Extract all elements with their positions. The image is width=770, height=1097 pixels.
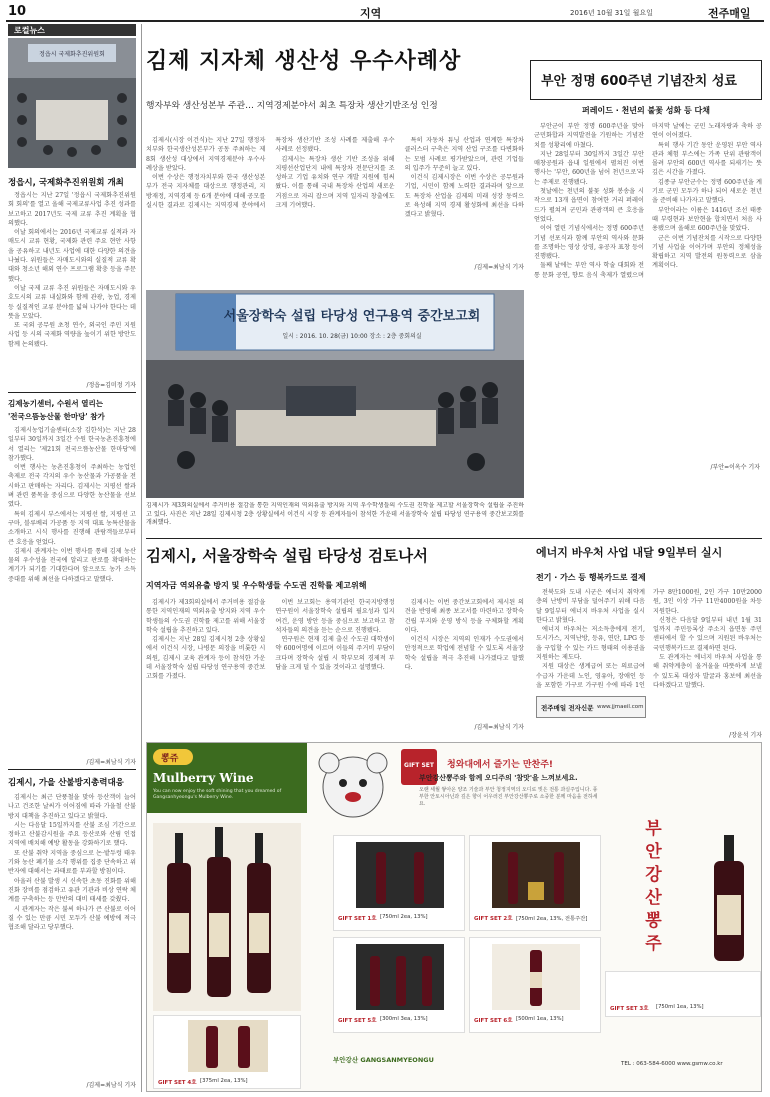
anniversary-para: 첫날에는 천년의 불꽃 성화 봉송을 시작으로 13개 읍면이 참여한 거리 퍼레이드가 펼쳐져 군민과 관광객의 큰 호응을 얻었다. bbox=[534, 188, 644, 223]
issue-date: 2016년 10월 31일 월요일 bbox=[570, 9, 653, 17]
seoul-para: 김제시는 지난 28일 김제시청 2층 상황실에서 이건식 시장, 나병문 의장을 비롯한 시의원, 김제시 교육 관계자 등이 참석한 가운데 서울장학숙 설립 타당성 연구용역 중간보고회를 가졌다. bbox=[146, 636, 266, 681]
gift-set-4-spec: [375ml 2ea, 13%] bbox=[200, 1078, 248, 1084]
gift-set-2 bbox=[469, 835, 601, 931]
left-divider-1 bbox=[8, 392, 136, 393]
wine-brand-title: Mulberry Wine bbox=[153, 771, 254, 785]
masthead bbox=[8, 4, 762, 20]
lead-para: 김제시는 특장차 생산 기반 조성을 위해 지평선산업단지 내에 특장차 전문단지를 조성하고 기업 유치와 연구 개발 지원에 힘써 왔다. 이를 통해 국내 특장차 산업의 새로운 거점으로 자리 잡으며 지역 일자리 창출에도 크게 기여했다. bbox=[275, 155, 395, 210]
lead-para: 김제시(시장 이건식)는 지난 27일 행정자치부와 한국생산성본부가 공동 주최하는 제8회 생산성 대상에서 지역경제분야 우수사례상을 받았다. bbox=[146, 137, 266, 172]
gift-set-3-spec: [750ml 1ea, 13%] bbox=[656, 1004, 704, 1010]
seoul-para: 이건식 시장은 지역의 인재가 수도권에서 안정적으로 학업에 전념할 수 있도록 서울장학숙 설립을 적극 추진해 나가겠다고 말했다. bbox=[404, 636, 524, 672]
anniversary-para: 특히 행사 기간 동안 운영된 부안 역사관과 체험 부스에는 가족 단위 관람객이 몰려 부안의 600년 역사를 되새기는 뜻깊은 시간을 가졌다. bbox=[652, 141, 762, 177]
wildfire-para: 시는 다음달 15일까지를 산불 조심 기간으로 정하고 산불감시원을 주요 등산로와 산림 인접 지역에 배치해 예방 활동을 강화하기로 했다. bbox=[8, 821, 136, 848]
wine-hero-bottles bbox=[153, 823, 301, 1011]
anniversary-para: 이어 열린 기념식에서는 정명 600주년 기념 선포식과 함께 부안의 역사와 문화를 조명하는 영상 상영, 유공자 표창 등이 진행됐다. bbox=[534, 225, 644, 261]
energy-para: 전북도와 도내 시군은 에너지 취약계층의 난방비 부담을 덜어주기 위해 다음달 9일부터 에너지 바우처 사업을 실시한다고 밝혔다. bbox=[536, 589, 645, 624]
council-body bbox=[8, 191, 136, 379]
gift-set-4 bbox=[153, 1015, 301, 1089]
seoul-para: 연구원은 현재 김제 출신 수도권 대학생이 약 600여명에 이르며 이들의 주거비 부담이 크다며 장학숙 설립 시 학부모의 경제적 부담을 크게 덜 수 있을 것이라고 설명했다. bbox=[275, 636, 395, 672]
anniversary-body bbox=[534, 122, 762, 460]
wildfire-byline: /김제=최남식 기자 bbox=[86, 1082, 136, 1089]
festival-para: 김제시농업기술센터(소장 김한석)는 지난 28일부터 30일까지 3일간 수원 한국농촌진흥청에서 열리는 '제21회 전국으뜸농산물 한마당'에 참가했다. bbox=[8, 427, 136, 462]
lead-byline: /김제=최남식 기자 bbox=[474, 264, 524, 271]
anniversary-para: 부안이라는 이름은 1416년 조선 태종 때 부령현과 보안현을 합치면서 처음 사용됐으며 올해로 600주년을 맞았다. bbox=[652, 206, 762, 233]
festival-headline: '전국으뜸농산물 한마당' 참가 bbox=[8, 412, 105, 421]
festival-para: 김제시 관계자는 이번 행사를 통해 김제 농산물의 우수성을 전국에 알리고 판로를 확대하는 계기가 되기를 기대한다며 앞으로도 농가 소득 증대를 위해 최선을 다하겠다고 말했다. bbox=[8, 547, 136, 583]
wine-mascot-illustration bbox=[311, 747, 395, 829]
gift-set-4-name: GIFT SET 4호 bbox=[158, 1080, 197, 1086]
festival-byline: /김제=최남식 기자 bbox=[86, 759, 136, 766]
council-para: 이날 회의에서는 2016년 국제교류 실적과 자매도시 교류 현황, 국제화 관련 주요 현안 사항을 공유하고 내년도 사업에 대한 다양한 의견을 나눴다. 위원들은 자매도시와의 실질적 교류 확대와 청소년 해외 연수 프로그램 확충 등을 주문했다. bbox=[8, 229, 136, 283]
energy-para: 지원 대상은 생계급여 또는 의료급여 수급자 가운데 노인, 영유아, 장애인 등을 포함한 가구로 가구원 수에 따라 1인 가구 8만1000원, 2인 가구 10만2000원, 3인 이상 가구 11만4000원을 차등 지원한다. bbox=[536, 589, 762, 689]
gift-set-3-name: GIFT SET 3호 bbox=[610, 1006, 649, 1012]
council-para: 이날 국제 교류 추진 위원들은 자매도시와 우호도시의 교류 내실화와 함께 관광, 농업, 경제 등 실질적인 교류 분야를 넓혀 나가야 한다는 데 뜻을 모았다. bbox=[8, 284, 136, 320]
lead-subheadline: 행자부와 생산성본부 주관… 지역경제분야서 최초 특장차 생산기반조성 인정 bbox=[146, 101, 438, 111]
wine-brand-tagline: You can now enjoy the soft shining that you dreamed of Gangsanhyeongu's Mulberry Wine. bbox=[153, 789, 282, 800]
seoul-subheadline: 지역자금 역외유출 방지 및 우수학생들 수도권 진학률 제고위해 bbox=[146, 581, 367, 590]
energy-para: 도 관계자는 에너지 바우처 사업을 통해 취약계층이 올겨울을 따뜻하게 보낼 수 있도록 대상자 발굴과 홍보에 최선을 다하겠다고 말했다. bbox=[653, 654, 762, 689]
anniversary-para: 김종규 부안군수는 정명 600주년을 계기로 군민 모두가 하나 되어 새로운 천년을 준비해 나가자고 말했다. bbox=[652, 178, 762, 205]
lead-para: 이번 수상은 행정자치부와 한국 생산성본부가 전국 지자체를 대상으로 행정관리, 지방재정, 지역경제 등 6개 분야에 대해 공모를 실시한 결과로 김제시는 지역경제 분야에서 특장차 생산기반 조성 사례를 제출해 우수 사례로 선정됐다. bbox=[146, 137, 395, 210]
wildfire-para: 또 산불 취약 지역을 중심으로 논·밭두렁 태우기와 농산 폐기물 소각 행위를 집중 단속하고 위반자에 대해서는 과태료를 부과할 방침이다. bbox=[8, 849, 136, 876]
wine-brand-panel bbox=[147, 743, 307, 813]
photo-caption: 김제시가 제3회의실에서 주거비용 절감을 통한 지역인재의 역외유출 방지와 지역 우수학생들의 수도권 진학을 제고할 서울장학숙 설립을 추진하고 있다. 사진은 지난 28일 김제시청 2층 상황실에서 이건식 시장 등 관계자들이 참석한 가운데 서울장학숙 설립 타당성 연구용역 중간보고회를 개최했다. bbox=[146, 502, 524, 526]
council-banner-text: 정읍시 국제화추진위원회 bbox=[39, 51, 105, 58]
masthead-rule bbox=[6, 20, 764, 22]
gift-set-2-image bbox=[492, 842, 580, 908]
wine-calligraphy-panel bbox=[605, 799, 761, 969]
gift-set-5-name: GIFT SET 5호 bbox=[338, 1018, 377, 1024]
section-tag-label: 로컬뉴스 bbox=[14, 26, 45, 35]
council-headline: 정읍시, 국제화추진위원회 개최 bbox=[8, 178, 124, 188]
paper-name: 전주매일 bbox=[708, 7, 751, 20]
wildfire-para: 아울러 산불 발생 시 신속한 초동 진화를 위해 진화 장비를 점검하고 유관 기관과 비상 연락 체계를 구축하는 등 만반의 대비 태세를 갖췄다. bbox=[8, 877, 136, 904]
anniversary-para: 지난 28일부터 30일까지 3일간 부안 매창공원과 읍내 일원에서 펼쳐진 이번 행사는 '부안, 600년을 넘어 천년으로'라는 주제로 진행됐다. bbox=[534, 150, 644, 186]
council-byline: /정읍=김미정 기자 bbox=[86, 382, 136, 389]
scholarship-report-image bbox=[146, 290, 524, 498]
gift-set-tag-label: GIFT SET bbox=[404, 762, 434, 769]
gift-set-5 bbox=[333, 937, 465, 1033]
wine-logo-badge bbox=[153, 749, 193, 765]
gift-set-5-image bbox=[356, 944, 444, 1010]
anniversary-subheadline: 퍼레이드 · 천년의 불꽃 성화 등 다채 bbox=[582, 106, 710, 115]
gift-set-2-name: GIFT SET 2호 bbox=[474, 916, 513, 922]
festival-kicker: 김제농기센터, 수원서 열리는 bbox=[8, 399, 104, 408]
council-meeting-image bbox=[8, 38, 136, 168]
anniversary-para: 부안군이 부안 정명 600주년을 맞아 군민화합과 지역발전을 기원하는 기념잔치를 성황리에 마쳤다. bbox=[534, 123, 644, 149]
energy-subheadline: 전기 · 가스 등 행복카드로 결제 bbox=[536, 573, 646, 582]
festival-body bbox=[8, 426, 136, 756]
festival-para: 이번 행사는 농촌진흥청이 주최하는 농업인 축제로 전국 각지의 우수 농산물과 가공품을 전시하고 판매하는 자리다. 김제시는 지평선 쌀과 벼 관련 품목을 중심으로 다양한 농산물을 선보였다. bbox=[8, 464, 136, 509]
council-para: 정읍시는 지난 27일 '정읍시 국제화추진위원회 회의'를 열고 올해 국제교류사업 추진 성과를 보고하고 2017년도 국제 교류 추진 계획을 협의했다. bbox=[8, 192, 136, 227]
energy-headline: 에너지 바우처 사업 내달 9일부터 실시 bbox=[536, 546, 723, 559]
anniversary-box bbox=[530, 60, 762, 100]
seoul-headline: 김제시, 서울장학숙 설립 타당성 검토나서 bbox=[146, 547, 429, 565]
council-meeting-photo bbox=[8, 38, 136, 168]
wildfire-para: 시 관계자는 작은 불씨 하나가 큰 산불로 이어질 수 있는 만큼 시민 모두가 산불 예방에 적극 협조해 달라고 당부했다. bbox=[8, 905, 136, 932]
wine-logo-text: 뽕쥬 bbox=[161, 754, 179, 764]
anniversary-para: 군은 이번 기념잔치를 시작으로 다양한 기념 사업을 이어가며 부안의 정체성을 확립하고 지역 발전의 원동력으로 삼을 계획이다. bbox=[652, 234, 762, 270]
gift-set-6-image bbox=[492, 944, 580, 1010]
anniversary-headline: 부안 정명 600주년 기념잔치 성료 bbox=[541, 74, 737, 89]
report-banner-sub: 일시 : 2016. 10. 28(금) 10:00 장소 : 2층 중회의실 bbox=[282, 333, 422, 340]
wildfire-para: 김제시는 최근 단풍철을 맞아 등산객이 늘어나고 건조한 날씨가 이어짐에 따라 가을철 산불방지 대책을 추진하고 있다고 밝혔다. bbox=[8, 794, 136, 820]
lead-headline: 김제 지자체 생산성 우수사례상 bbox=[146, 49, 462, 74]
seoul-para: 김제시가 제3회의실에서 주거비용 절감을 통한 지역인재의 역외유출 방지와 지역 우수학생들의 수도권 진학률 제고를 위해 서울장학숙 설립을 추진하고 있다. bbox=[146, 599, 266, 634]
lead-para: 특히 자동차 튜닝 산업과 연계한 특장차 클러스터 구축은 지역 산업 구조를 다변화하는 모범 사례로 평가받았으며, 관련 기업들의 입주가 꾸준히 늘고 있다. bbox=[404, 137, 524, 172]
report-banner-text: 서울장학숙 설립 타당성 연구용역 중간보고회 bbox=[223, 309, 481, 324]
wine-advertisement bbox=[146, 742, 762, 1092]
energy-para: 에너지 바우처는 저소득층에게 전기, 도시가스, 지역난방, 등유, 연탄, LPG 등을 구입할 수 있는 카드 형태의 이용권을 지원하는 제도다. bbox=[536, 626, 645, 662]
left-column-rule bbox=[141, 24, 142, 1092]
gift-set-6-spec: [500ml 1ea, 13%] bbox=[516, 1016, 564, 1022]
page-number: 10 bbox=[8, 4, 27, 19]
lead-para: 이건식 김제시장은 이번 수상은 공무원과 기업, 시민이 함께 노력한 결과라며 앞으로도 특장차 산업을 김제의 미래 성장 동력으로 육성해 지역 경제 활성화에 최선을 다하겠다고 밝혔다. bbox=[404, 174, 524, 219]
wine-company-contact: TEL : 063-584-6000 www.gsmw.co.kr bbox=[621, 1061, 723, 1067]
anniversary-para: 둘째 날에는 부안 역사 학술 대회와 전통 문화 공연, 향토 음식 축제가 열렸으며 마지막 날에는 군민 노래자랑과 축하 공연이 이어졌다. bbox=[534, 123, 762, 279]
energy-para: 신청은 다음달 9일부터 내년 1월 31일까지 주민등록상 주소지 읍면동 주민센터에서 할 수 있으며 지원된 바우처는 국민행복카드로 결제하면 된다. bbox=[653, 616, 762, 652]
gift-set-2-spec: [750ml 2ea, 13%, 전통주잔] bbox=[516, 916, 588, 922]
gift-set-5-spec: [300ml 3ea, 13%] bbox=[380, 1016, 428, 1022]
council-para: 또 국외 공무원 초청 연수, 외국인 주민 지원 사업 등 시의 국제화 역량을 높이기 위한 방안도 함께 논의됐다. bbox=[8, 322, 136, 348]
wine-calligraphy-title: 부안강산뽕주 bbox=[641, 819, 661, 957]
gift-set-1 bbox=[333, 835, 465, 931]
gift-set-4-image bbox=[188, 1020, 268, 1072]
scholarship-report-photo bbox=[146, 290, 524, 498]
seoul-byline: /김제=최남식 기자 bbox=[474, 724, 524, 731]
section-name: 지역 bbox=[360, 7, 382, 20]
center-divider bbox=[146, 538, 762, 539]
gift-set-1-spec: [750ml 2ea, 13%] bbox=[380, 914, 428, 920]
seoul-para: 김제시는 이번 중간보고회에서 제시된 의견을 반영해 최종 보고서를 마련하고 장학숙 건립 부지와 운영 방식 등을 구체화할 계획이다. bbox=[404, 599, 524, 634]
energy-byline: /장윤석 기자 bbox=[729, 732, 762, 739]
e-paper-label: 전주매일 전자신문 bbox=[541, 704, 594, 712]
left-divider-2 bbox=[8, 769, 136, 770]
wine-ad-body: 오랜 세월 쌓아온 양조 기술과 부안 청정지역의 오디로 빚은 전통 과실주입니다. 풍부한 안토시아닌과 깊은 향이 어우러진 부안강산뽕주로 소중한 분께 마음을 전하세요. bbox=[419, 787, 598, 807]
anniversary-byline: /부안=이옥수 기자 bbox=[710, 464, 760, 471]
seoul-body bbox=[146, 598, 524, 732]
gift-set-3 bbox=[605, 971, 761, 1017]
festival-para: 특히 김제시 부스에서는 지평선 쌀, 지평선 고구마, 블루베리 가공품 등 지역 대표 농특산물을 소개하고 시식 행사를 진행해 관람객들로부터 큰 호응을 얻었다. bbox=[8, 510, 136, 546]
gift-set-1-name: GIFT SET 1호 bbox=[338, 916, 377, 922]
gift-set-6 bbox=[469, 937, 601, 1033]
e-paper-ad[interactable] bbox=[536, 696, 646, 718]
seoul-para: 이번 보고회는 용역기관인 한국지방행정연구원이 서울장학숙 설립의 필요성과 입지 여건, 운영 방안 등을 중심으로 보고하고 참석자들의 의견을 듣는 순으로 진행됐다. bbox=[275, 599, 395, 634]
e-paper-url[interactable]: www.jjmaeil.com bbox=[597, 704, 644, 710]
wildfire-body bbox=[8, 793, 136, 1076]
wine-bottle-large bbox=[709, 835, 749, 965]
lead-body bbox=[146, 136, 524, 274]
wine-company-name: 부안강산 GANGSANMYEONGU bbox=[333, 1056, 434, 1064]
wine-tagline-sub: 부안강산뽕주와 함께 오디주의 '참맛'을 느껴보세요. bbox=[419, 774, 578, 782]
wildfire-headline: 김제시, 가을 산불방지총력대응 bbox=[8, 778, 124, 788]
wine-tagline-main: 청와대에서 즐기는 만찬주! bbox=[447, 760, 554, 770]
gift-set-1-image bbox=[356, 842, 444, 908]
section-tag bbox=[8, 24, 136, 36]
gift-set-6-name: GIFT SET 6호 bbox=[474, 1018, 513, 1024]
